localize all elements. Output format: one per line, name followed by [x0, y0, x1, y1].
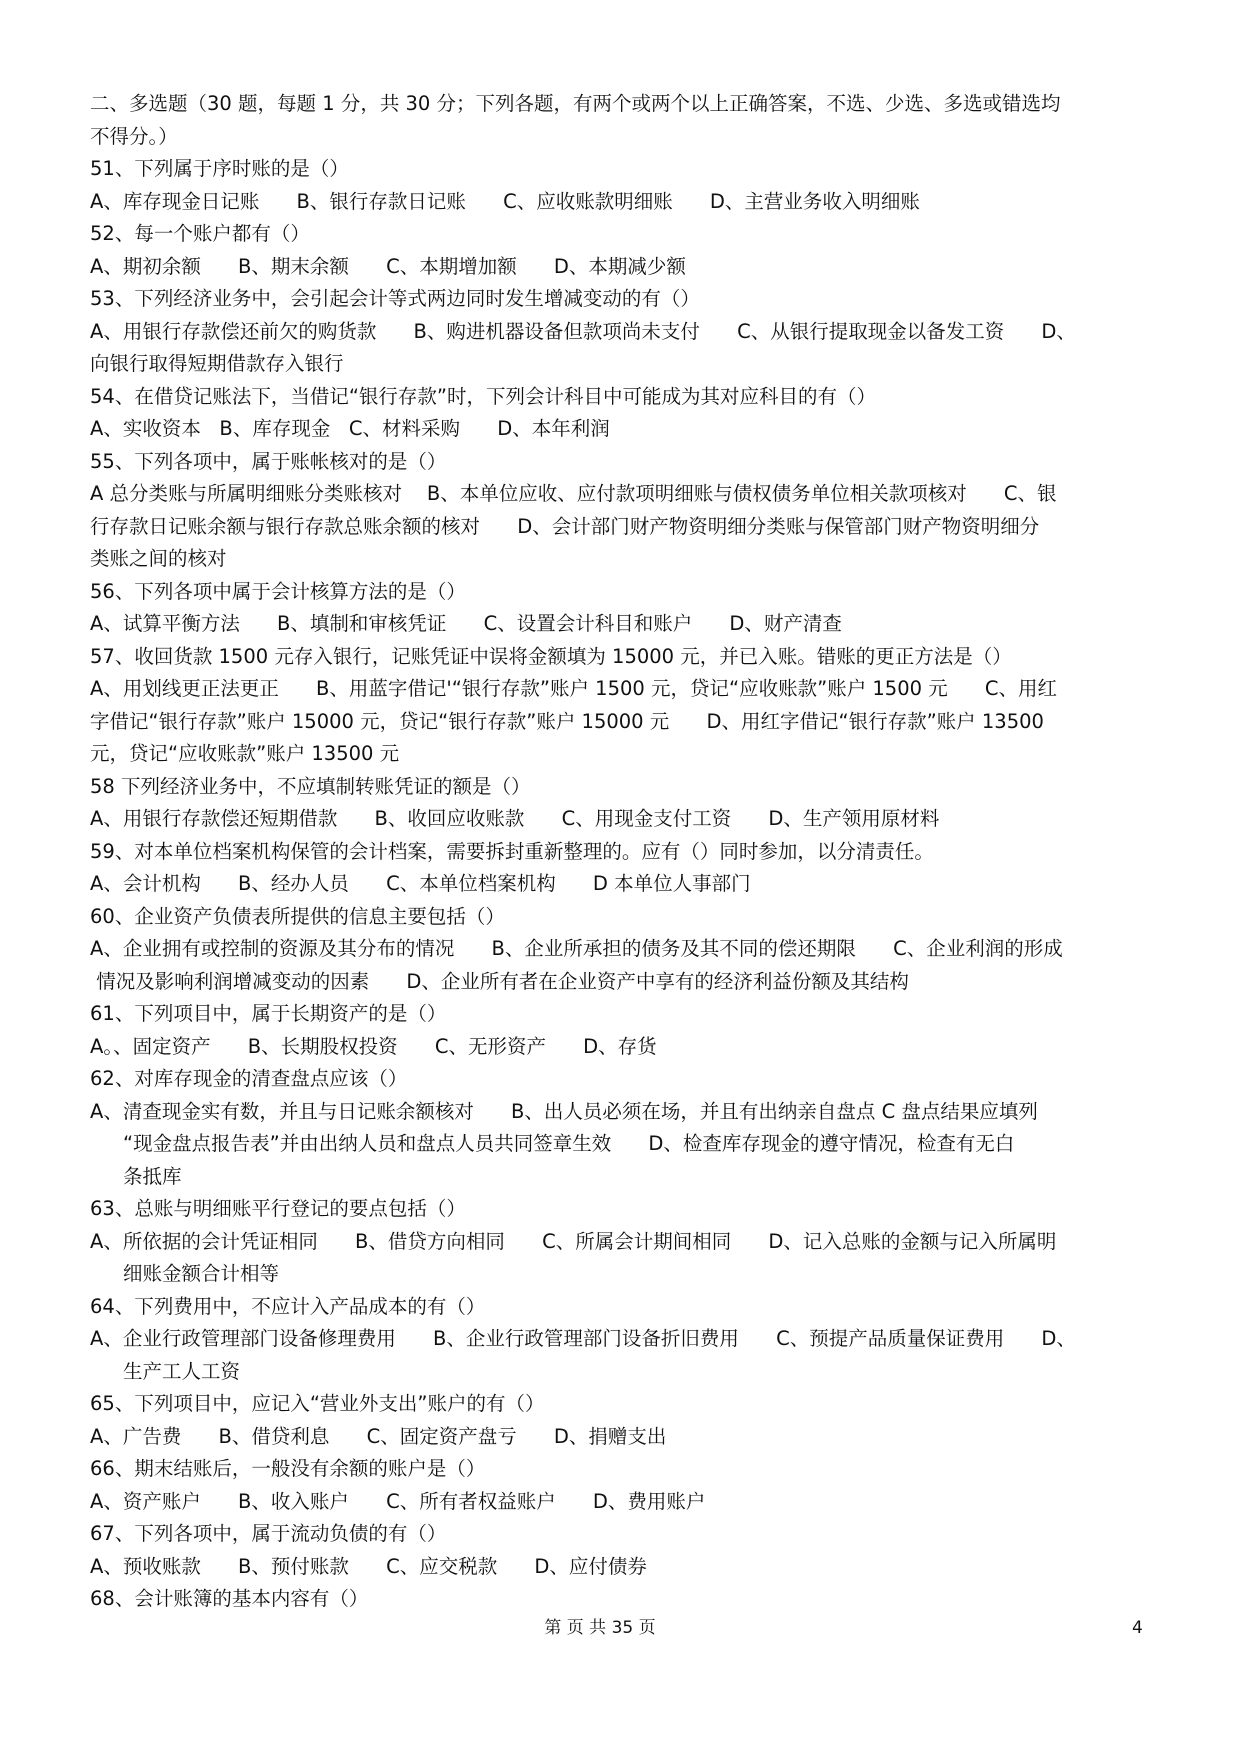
text-line: 62、对库存现金的清查盘点应该（）	[90, 1067, 408, 1090]
text-line: A、预收账款 B、预付账款 C、应交税款 D、应付债券	[90, 1554, 647, 1578]
text-line: A、用银行存款偿还短期借款 B、收回应收账款 C、用现金支付工资 D、生产领用原材料	[90, 807, 940, 830]
text-line: A、实收资本 B、库存现金 C、材料采购 D、本年利润	[90, 417, 610, 440]
text-line: 55、下列各项中，属于账帐核对的是（）	[90, 449, 447, 473]
exam-content	[90, 88, 1160, 1616]
text-line: A。、固定资产 B、长期股权投资 C、无形资产 D、存货	[90, 1034, 657, 1058]
text-line: A、广告费 B、借贷利息 C、固定资产盘亏 D、捐赠支出	[90, 1424, 667, 1448]
text-line: 行存款日记账余额与银行存款总账余额的核对 D、会计部门财产物资明细分类账与保管部门财产物资明细分	[90, 514, 1040, 538]
text-line: 59、对本单位档案机构保管的会计档案，需要拆封重新整理的。应有（）同时参加，以分清责任。	[90, 839, 934, 863]
text-line: A、试算平衡方法 B、填制和审核凭证 C、设置会计科目和账户 D、财产清查	[90, 612, 842, 635]
text-line: A、用银行存款偿还前欠的购货款 B、购进机器设备但款项尚未支付 C、从银行提取现金以备发工资 D、	[90, 319, 1076, 343]
text-line: 57、收回货款 1500 元存入银行，记账凭证中误将金额填为 15000 元，并已入账。错账的更正方法是（）	[90, 644, 1012, 668]
text-line: 元，贷记“应收账款”账户 13500 元	[90, 742, 400, 765]
text-line: 58 下列经济业务中，不应填制转账凭证的额是（）	[90, 774, 531, 798]
text-line: A、企业拥有或控制的资源及其分布的情况 B、企业所承担的债务及其不同的偿还期限 C、企业利润的形成	[90, 937, 1063, 960]
text-line: 类账之间的核对	[90, 547, 227, 570]
text-line: 54、在借贷记账法下，当借记“银行存款”时，下列会计科目中可能成为其对应科目的有（）	[90, 384, 877, 408]
text-line: 53、下列经济业务中，会引起会计等式两边同时发生增减变动的有（）	[90, 287, 700, 310]
text-line: 56、下列各项中属于会计核算方法的是（）	[90, 579, 466, 603]
text-line: A、期初余额 B、期末余额 C、本期增加额 D、本期减少额	[90, 254, 686, 278]
text-line: 51、下列属于序时账的是（）	[90, 157, 349, 180]
text-line: 不得分。）	[90, 124, 178, 148]
text-line: 65、下列项目中，应记入“营业外支出”账户的有（）	[90, 1392, 545, 1415]
page-count-text: 第 页 共 35 页	[544, 1618, 656, 1638]
text-line: A、企业行政管理部门设备修理费用 B、企业行政管理部门设备折旧费用 C、预提产品质量保证费用 D、	[90, 1327, 1076, 1350]
text-line: A 总分类账与所属明细账分类账核对 B、本单位应收、应付款项明细账与债权债务单位相关款项核对 C、银	[90, 482, 1057, 505]
text-line: 情况及影响利润增减变动的因素 D、企业所有者在企业资产中享有的经济利益份额及其结构	[90, 969, 909, 993]
text-line: A、库存现金日记账 B、银行存款日记账 C、应收账款明细账 D、主营业务收入明细账	[90, 189, 920, 213]
text-line: 64、下列费用中，不应计入产品成本的有（）	[90, 1294, 486, 1318]
text-line: A、资产账户 B、收入账户 C、所有者权益账户 D、费用账户	[90, 1489, 706, 1513]
text-line: A、用划线更正法更正 B、用蓝字借记'“银行存款”账户 1500 元，贷记“应收账款”账户 1500 元 C、用红	[90, 677, 1058, 700]
text-line: 字借记“银行存款”账户 15000 元，贷记“银行存款”账户 15000 元 D、用红字借记“银行存款”账户 13500	[90, 709, 1044, 733]
text-line: 52、每一个账户都有（）	[90, 222, 310, 245]
text-line: A、所依据的会计凭证相同 B、借贷方向相同 C、所属会计期间相同 D、记入总账的金额与记入所属明	[90, 1229, 1057, 1253]
text-line: A、清查现金实有数，并且与日记账余额核对 B、出人员必须在场，并且有出纳亲自盘点 C 盘点结果应填列	[90, 1099, 1038, 1123]
text-line: 向银行取得短期借款存入银行	[90, 352, 344, 375]
text-line: 66、期末结账后，一般没有余额的账户是（）	[90, 1457, 486, 1480]
text-line: 细账金额合计相等	[123, 1262, 280, 1285]
text-line: A、会计机构 B、经办人员 C、本单位档案机构 D 本单位人事部门	[90, 872, 751, 895]
text-line: 67、下列各项中，属于流动负债的有（）	[90, 1522, 447, 1545]
text-line: 条抵库	[123, 1164, 182, 1188]
text-line: 61、下列项目中，属于长期资产的是（）	[90, 1002, 447, 1025]
text-line: 63、总账与明细账平行登记的要点包括（）	[90, 1197, 466, 1220]
text-line: 二、多选题（30 题，每题 1 分，共 30 分；下列各题，有两个或两个以上正确答案，不选、少选、多选或错选均	[90, 92, 1061, 115]
page-number: 4	[1132, 1618, 1143, 1638]
text-line: 68、会计账簿的基本内容有（）	[90, 1587, 369, 1610]
text-line: “现金盘点报告表”并由出纳人员和盘点人员共同签章生效 D、检查库存现金的遵守情况，检查有无白	[123, 1132, 1015, 1155]
text-line: 生产工人工资	[123, 1359, 241, 1383]
text-line: 60、企业资产负债表所提供的信息主要包括（）	[90, 904, 505, 928]
